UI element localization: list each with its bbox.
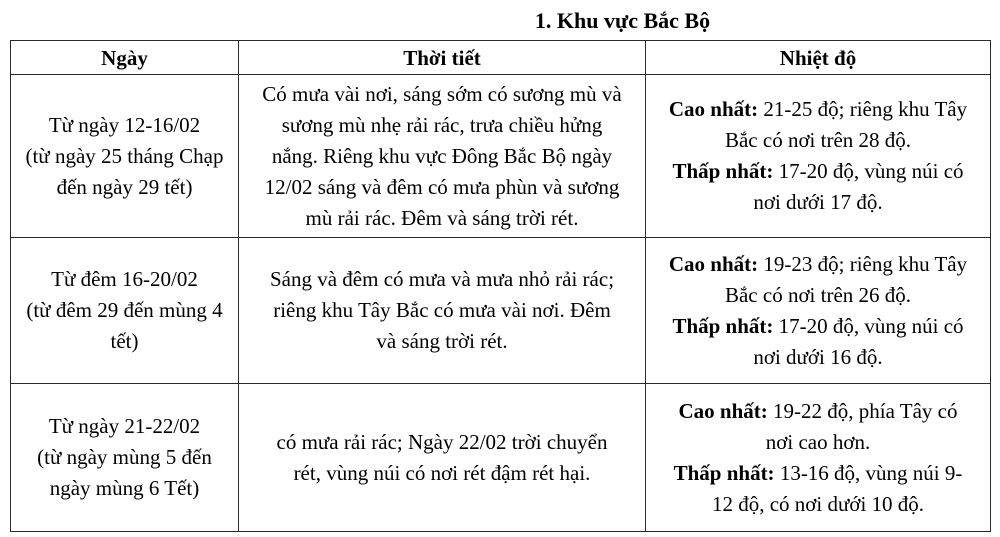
temperature-low-value: nơi dưới 16 độ.: [753, 344, 883, 369]
temperature-high-label: Cao nhất:: [678, 398, 768, 423]
day-text: Từ đêm 16-20/02: [51, 267, 198, 291]
weather-text: và sáng trời rét.: [376, 329, 508, 353]
day-text: (từ đêm 29 đến mùng 4: [26, 298, 223, 322]
weather-text: có mưa rải rác; Ngày 22/02 trời chuyển: [276, 429, 608, 454]
weather-text: Có mưa vài nơi, sáng sớm có sương mù và: [262, 81, 622, 106]
column-header-weather: Thời tiết: [239, 41, 646, 75]
temperature-low-label: Thấp nhất:: [673, 460, 775, 485]
temperature-cell: [646, 75, 991, 238]
temperature-low-line: [652, 311, 984, 342]
temperature-low-label: Thấp nhất:: [672, 159, 774, 183]
day-cell: [11, 75, 239, 238]
day-text: tết): [110, 329, 139, 353]
table-row: [11, 384, 991, 532]
day-text: đến ngày 29 tết): [56, 174, 193, 199]
section-title: 1. Khu vực Bắc Bộ: [534, 8, 711, 33]
temperature-low-value: 12 độ, có nơi dưới 10 độ.: [711, 491, 925, 516]
temperature-low-line: [652, 458, 984, 489]
table-row: [11, 238, 991, 384]
weather-text: Sáng và đêm có mưa và mưa nhỏ rải rác;: [269, 267, 615, 291]
temperature-high-value: 19-22 độ, phía Tây có: [767, 398, 958, 423]
temperature-high-value: Bắc có nơi trên 28 độ.: [724, 128, 912, 152]
weather-text: 12/02 sáng và đêm có mưa phùn và sương: [264, 174, 620, 199]
temperature-low-value: nơi dưới 17 độ.: [753, 190, 883, 214]
day-text: ngày mùng 6 Tết): [49, 476, 200, 500]
temperature-low-value: 17-20 độ, vùng núi có: [773, 313, 964, 338]
temperature-high-label: Cao nhất:: [668, 97, 759, 121]
weather-cell: [239, 75, 646, 238]
day-cell: [11, 238, 239, 384]
weather-cell: [239, 238, 646, 384]
column-header-temperature: Nhiệt độ: [646, 41, 991, 75]
column-header-day: Ngày: [11, 41, 239, 75]
temperature-high-line: [652, 249, 984, 280]
forecast-table: [10, 40, 991, 532]
weather-text: nắng. Riêng khu vực Đông Bắc Bộ ngày: [271, 143, 613, 168]
temperature-low-value: 17-20 độ, vùng núi có: [773, 159, 964, 183]
temperature-high-line: [652, 396, 984, 427]
day-text: Từ ngày 21-22/02: [48, 414, 201, 438]
temperature-high-label: Cao nhất:: [668, 251, 759, 276]
temperature-high-line: [652, 94, 984, 125]
day-cell: [11, 384, 239, 532]
temperature-low-line: [652, 156, 984, 187]
temperature-low-label: Thấp nhất:: [672, 313, 774, 338]
day-text: (từ ngày mùng 5 đến: [37, 445, 212, 469]
weather-cell: [239, 384, 646, 532]
temperature-low-value: 13-16 độ, vùng núi 9-: [774, 460, 963, 485]
weather-text: riêng khu Tây Bắc có mưa vài nơi. Đêm: [273, 298, 611, 322]
day-text: Từ ngày 12-16/02: [48, 112, 201, 137]
temperature-cell: [646, 384, 991, 532]
weather-text: mù rải rác. Đêm và sáng trời rét.: [305, 205, 579, 230]
temperature-high-value: nơi cao hơn.: [765, 429, 871, 454]
table-header-row: [11, 41, 991, 75]
temperature-high-value: 19-23 độ; riêng khu Tây: [758, 251, 968, 276]
temperature-high-value: Bắc có nơi trên 26 độ.: [724, 282, 912, 307]
weather-text: sương mù nhẹ rải rác, trưa chiều hửng: [281, 112, 603, 137]
day-text: (từ ngày 25 tháng Chạp: [25, 143, 224, 168]
temperature-cell: [646, 238, 991, 384]
weather-text: rét, vùng núi có nơi rét đậm rét hại.: [293, 460, 591, 485]
table-row: [11, 75, 991, 238]
temperature-high-value: 21-25 độ; riêng khu Tây: [758, 97, 968, 121]
